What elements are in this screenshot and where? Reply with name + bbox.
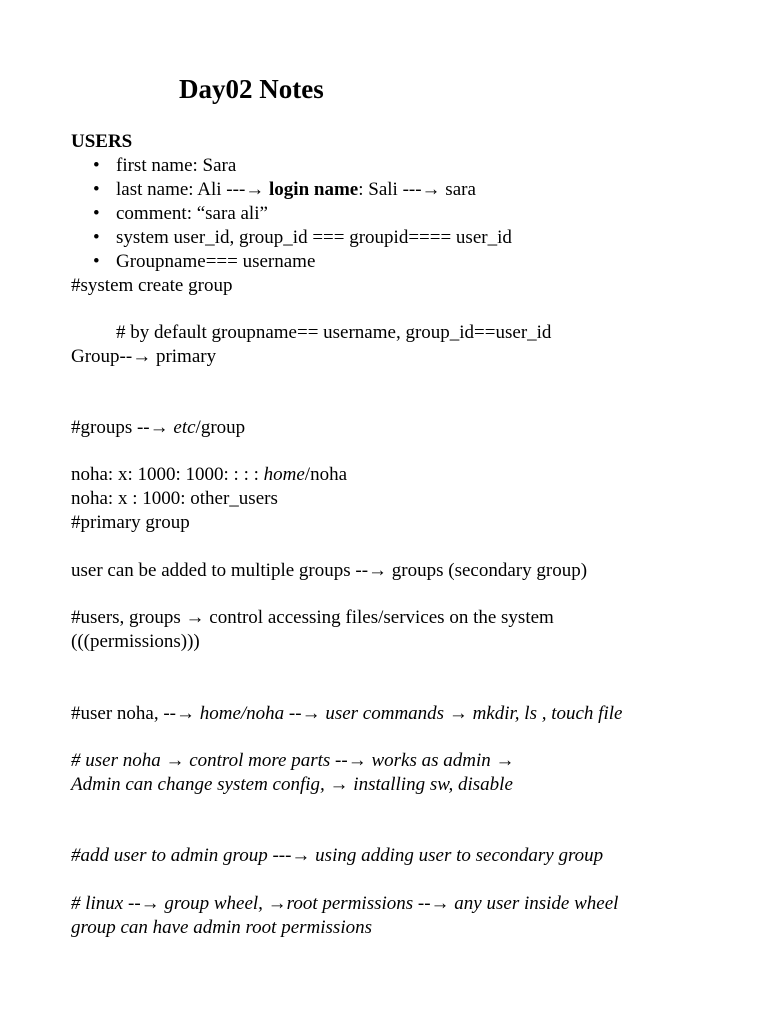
text-part: /noha [304,464,348,485]
note-line: group can have admin root permissions [71,917,372,938]
text-part: /group [195,417,246,438]
note-line: noha: x : 1000: other_users [71,488,278,509]
note-line: # by default groupname== username, group_id==user_id [116,322,552,343]
note-line: # user noha → control more parts --→ works as admin → [71,750,515,771]
bullet-dot: • [93,251,100,272]
italic-text: etc [173,417,196,438]
bullet-text-part: : Sali ---→ sara [358,179,476,200]
bullet-text: Groupname=== username [116,251,316,272]
italic-text: home/noha --→ user commands → mkdir, ls , touch file [199,703,623,724]
note-line [71,702,622,726]
bullet-text [116,178,476,202]
note-line: Group--→ primary [71,346,217,367]
text-part: #user noha, --→ [71,703,200,724]
bullet-text: comment: “sara ali” [116,203,268,224]
note-line: user can be added to multiple groups --→ groups (secondary group) [71,560,588,581]
note-line [71,463,347,487]
note-line: Admin can change system config, → installing sw, disable [71,774,513,795]
italic-text: home [263,464,305,485]
login-name-label: login name [269,179,359,200]
bullet-dot: • [93,179,100,200]
note-line: #add user to admin group ---→ using adding user to secondary group [71,845,604,866]
note-line: #primary group [71,512,190,533]
bullet-text-part: last name: Ali ---→ [116,179,270,200]
note-line: (((permissions))) [71,631,200,652]
note-line: #system create group [71,275,233,296]
bullet-text: system user_id, group_id === groupid==== user_id [116,227,512,248]
note-line: # linux --→ group wheel, →root permissions --→ any user inside wheel [71,893,619,914]
text-part: noha: x: 1000: 1000: : : : [71,464,264,485]
users-heading: USERS [71,131,133,152]
note-line: #users, groups → control accessing files/services on the system [71,607,554,628]
bullet-text: first name: Sara [116,155,237,176]
bullet-dot: • [93,155,100,176]
text-part: #groups --→ [71,417,174,438]
note-line [71,416,245,440]
bullet-dot: • [93,227,100,248]
document-title: Day02 Notes [179,74,324,104]
bullet-dot: • [93,203,100,224]
